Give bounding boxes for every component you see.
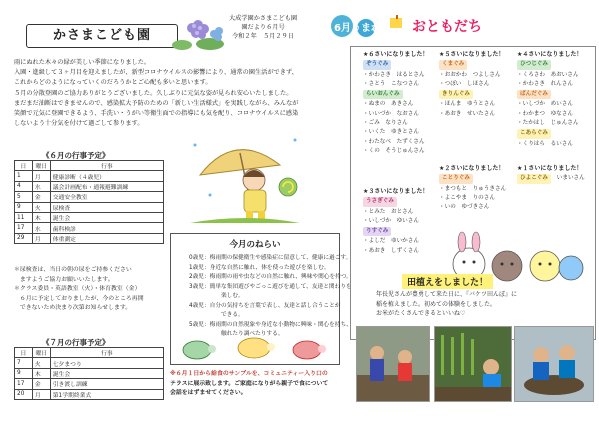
june-schedule-table xyxy=(14,160,164,244)
child-name: ・かわさき はるとさん xyxy=(363,71,425,78)
child-name: ・わかまつ ゆなさん xyxy=(517,110,573,117)
table-row xyxy=(15,389,164,399)
table-row xyxy=(15,368,164,378)
child-name: ・ごみ なりさん xyxy=(363,120,408,127)
cell-day: 7 xyxy=(15,358,33,368)
aim-item: 5歳児：梅雨期の自然現象や身近な小動物に興味・関心を持ち、 xyxy=(189,321,352,328)
child-name: ・まつもと りゅうきさん xyxy=(439,185,507,192)
cell-day: 4 xyxy=(15,181,33,191)
rice-planting-text xyxy=(376,290,596,319)
table-row xyxy=(15,358,164,368)
hydrangea-illustration xyxy=(170,14,226,52)
june-schedule-title: 《６月の行事予定》 xyxy=(42,151,110,160)
cell-event: 七夕まつり xyxy=(50,358,163,368)
cell-day: 5 xyxy=(15,192,33,202)
child-umbrella-illustration xyxy=(180,125,310,230)
class-label: こあらぐみ xyxy=(517,129,551,138)
child-name: ・くの そうじゅんさん xyxy=(363,147,425,154)
child-name: ・たかはし じゅんさん xyxy=(517,120,579,127)
aim-item-continued: 触れたり調べたりする。 xyxy=(221,331,284,337)
class-label: ぞうぐみ xyxy=(363,60,391,69)
child-name: ・ぬまの あきさん xyxy=(363,101,414,108)
note-line: ６月に予定しておりましたが、今のところ再開 xyxy=(14,295,144,302)
cell-weekday: 月 xyxy=(32,233,50,243)
july-schedule-table xyxy=(14,347,164,400)
cell-event: 尿検査 xyxy=(50,202,163,212)
birthday-banner xyxy=(330,12,530,42)
lunch-sample-note xyxy=(170,370,340,399)
issue-date: 令和２年 ５月２９日 xyxy=(232,33,294,40)
age6-heading: ★６さいになりました！ xyxy=(363,51,429,58)
class-label: ひつじぐみ xyxy=(517,60,551,69)
aim-item: 2歳児：梅雨期の雨や虫などの自然に触れ、興味や関心を持つ。 xyxy=(189,274,352,280)
schedule-notes xyxy=(14,266,164,314)
cell-event: 体重測定 xyxy=(50,233,163,243)
lunch-note-line: ※６月１日から給食のサンプルを、コミュニティー入り口の xyxy=(170,371,328,377)
age1-heading: ★１さいになりました！ xyxy=(517,165,583,172)
cell-day: 9 xyxy=(15,202,33,212)
child-name: ・あおき せいたさん xyxy=(439,110,495,117)
child-name: ・いくた ゆきとさん xyxy=(363,129,419,136)
cell-day: 29 xyxy=(15,233,33,243)
intro-line: 入園・進級して３ヶ月目を迎えましたが、新型コロナウイルスの影響により、通常の園生活ができず、 xyxy=(14,69,298,77)
child-name: ・くろさわ あおいさん xyxy=(517,71,579,78)
cell-weekday: 金 xyxy=(32,192,50,202)
table-row xyxy=(15,233,164,243)
rice-line: 稲を植えました。初めての体験をしました。 xyxy=(376,300,497,308)
note-line: ますようご協力お願いいたします。 xyxy=(14,276,114,283)
cell-event: 誕生会 xyxy=(50,212,163,222)
class-label: うさぎぐみ xyxy=(363,197,397,206)
aim-item-continued: 楽しむ。 xyxy=(221,293,244,299)
age5-heading: ★５さいになりました！ xyxy=(439,51,505,58)
table-row xyxy=(15,171,164,181)
col-weekday: 曜日 xyxy=(32,161,50,171)
intro-line: ５月の分散登園のご協力ありがとうございました。久しぶりに元気な姿が見られ安心いたしました。 xyxy=(14,89,293,97)
page-title: かさまこども園 xyxy=(26,24,178,48)
child-name: いまいさん xyxy=(556,175,585,182)
cell-day: 17 xyxy=(15,223,33,233)
cell-weekday: 水 xyxy=(32,181,50,191)
aim-item: 0歳児：梅雨期の保健衛生や感染症に留意して、健康に過ごす。 xyxy=(189,255,352,261)
cell-day: 9 xyxy=(15,368,33,378)
aim-item: 3歳児：簡単な集団遊びやごっこ遊びを通して、友達と関わりを xyxy=(189,283,352,290)
rice-line: お米がたくさんできるといいね♡ xyxy=(376,310,466,317)
rice-planting-photo-3 xyxy=(514,326,594,402)
col-day: 日 xyxy=(15,348,33,358)
aim-item: 4歳児：自分の気持ちを言葉で表し、友達と話し合うことが xyxy=(189,302,341,309)
table-row xyxy=(15,379,164,389)
cell-weekday: 火 xyxy=(32,202,50,212)
cell-event: 歯科検診 xyxy=(50,223,163,233)
child-name: ・つぼい しほさん xyxy=(439,80,490,87)
rice-planting-photo-2 xyxy=(434,326,512,402)
child-name: ・よしだ ゆいかさん xyxy=(363,238,419,245)
child-name: ・いの ゆづきさん xyxy=(439,204,490,211)
rice-planting-title: 田植えをしました！ xyxy=(402,274,493,289)
table-row xyxy=(15,181,164,191)
class-label: ひよこぐみ xyxy=(517,174,551,183)
child-name: ・くりはら るいさん xyxy=(517,140,573,147)
class-label: らいおんぐみ xyxy=(363,90,403,99)
age4-heading: ★４さいになりました！ xyxy=(517,51,583,58)
cell-event: 引き渡し訓練 xyxy=(50,379,163,389)
intro-line: まだまだ油断はできませんので、感染拡大予防のための「新しい生活様式」を実践しながら、みんなが xyxy=(14,99,299,107)
cell-day: 11 xyxy=(15,212,33,222)
table-header-row xyxy=(15,161,164,171)
class-label: くまぐみ xyxy=(439,60,467,69)
cell-weekday: 火 xyxy=(32,358,50,368)
col-day: 日 xyxy=(15,161,33,171)
child-name: ・かわさき れんさん xyxy=(517,80,573,87)
birthday-prefix: 6月うまれの xyxy=(334,23,391,34)
child-name: ・いしづか ゆいさん xyxy=(363,217,419,224)
note-line: ＊尿検査は、当日の朝の尿をご持参ください xyxy=(14,267,132,273)
cell-event: 健康診断（４歳児） xyxy=(50,171,163,181)
cell-event: 議会計画配布・通報避難訓練 xyxy=(50,181,163,191)
lunch-note-line: テラスに展示致します。ご家庭になりがら親子で食について xyxy=(170,380,329,387)
age2-heading: ★２さいになりました！ xyxy=(439,165,505,172)
cell-weekday: 木 xyxy=(32,368,50,378)
turtles-illustration xyxy=(172,334,336,362)
cell-weekday: 月 xyxy=(32,389,50,399)
age2-column xyxy=(439,164,517,212)
col-event: 行事 xyxy=(50,348,163,358)
intro-line: これからどのようになっていくのだろうかとご心配も多いと思います。 xyxy=(14,79,212,87)
intro-line: しないよう十分気を付けて過ごして参ります。 xyxy=(14,120,144,128)
cell-day: 1 xyxy=(15,171,33,181)
table-row xyxy=(15,192,164,202)
cell-weekday: 木 xyxy=(32,212,50,222)
birthday-heading: おともだち xyxy=(412,19,482,35)
class-label: きりんぐみ xyxy=(439,90,473,99)
child-name: ・おおかわ つよしさん xyxy=(439,71,501,78)
rice-planting-photo-1 xyxy=(356,326,430,402)
child-name: ・いいづか なおさん xyxy=(363,110,419,117)
cell-event: 交通安全教室 xyxy=(50,192,163,202)
age1-column xyxy=(517,164,595,185)
cell-day: 20 xyxy=(15,389,33,399)
age6-column xyxy=(363,50,441,156)
age4-column xyxy=(517,50,595,149)
child-name: ・ほんま ゆうとさん xyxy=(439,101,495,108)
rice-line: 年長児さんが豊勇して来た日に、『バケツ田んぼ』に xyxy=(376,291,517,298)
age3-heading: ★３さいになりました！ xyxy=(363,188,429,195)
table-row xyxy=(15,202,164,212)
school-info xyxy=(228,14,298,41)
class-label: ことりぐみ xyxy=(439,174,473,183)
cell-day: 17 xyxy=(15,379,33,389)
note-line: ＊クラス委員・英語教室（火）・体育教室（金） xyxy=(14,286,141,293)
cell-weekday: 月 xyxy=(32,171,50,181)
lunch-note-line: 会話をはずませてください。 xyxy=(170,390,247,396)
cell-event: 第1学期終業式 xyxy=(50,389,163,399)
monthly-aims-title: 今月のねらい xyxy=(229,240,281,250)
age5-column xyxy=(439,50,517,119)
class-label: ぱんだぐみ xyxy=(517,90,551,99)
cell-weekday: 金 xyxy=(32,379,50,389)
aim-item: 1歳児：身近な自然に触れ、体を使った遊びを楽しむ。 xyxy=(189,264,330,271)
cell-weekday: 水 xyxy=(32,223,50,233)
table-header-row xyxy=(15,348,164,358)
newsletter-issue: 園だより６月号 xyxy=(241,24,285,31)
child-name: ・とみた おとさん xyxy=(363,208,414,215)
intro-line: 雨にぬれた木々の緑が美しい季節になりました。 xyxy=(14,59,151,66)
child-name: ・わたなべ たずくさん xyxy=(363,138,425,145)
child-name: ・さとう こなつさん xyxy=(363,80,419,87)
age3-column xyxy=(363,187,441,256)
child-name: ・あおき しずくさん xyxy=(363,247,419,254)
aim-item-continued: できる。 xyxy=(221,312,244,318)
intro-paragraph xyxy=(14,58,338,129)
table-row xyxy=(15,223,164,233)
school-name: 大成学園かさまこども園 xyxy=(228,15,298,22)
class-label: りすぐみ xyxy=(363,227,391,236)
monthly-aims-list xyxy=(189,254,352,340)
child-name: ・よこやま りのさん xyxy=(439,194,495,201)
intro-line: 笑顔で元気に登園できるよう、手洗い・うがい等衛生面での指導にも気を配り、コロナウイルスに感染 xyxy=(14,110,299,118)
child-name: ・いしづか めいさん xyxy=(517,101,573,108)
col-weekday: 曜日 xyxy=(32,348,50,358)
note-line: できないため決まり次第お知らせします。 xyxy=(14,305,132,312)
cell-event: 誕生会 xyxy=(50,368,163,378)
july-schedule-title: 《７月の行事予定》 xyxy=(42,338,110,347)
table-row xyxy=(15,212,164,222)
col-event: 行事 xyxy=(50,161,163,171)
